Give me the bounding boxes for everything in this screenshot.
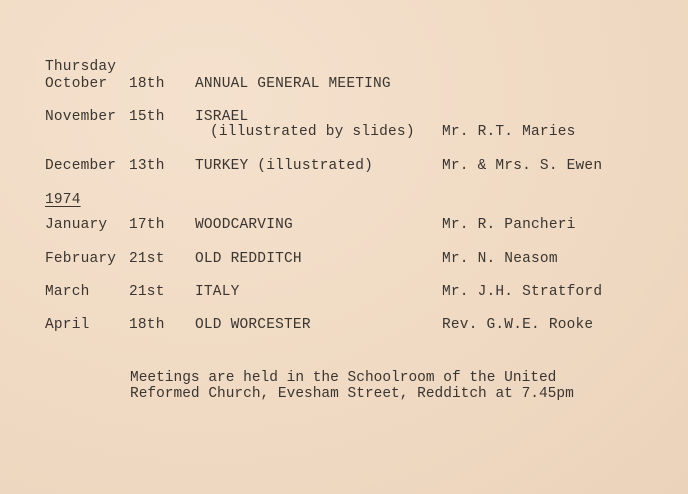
meeting-month: November	[45, 109, 117, 125]
meeting-subtitle: (illustrated by slides)	[210, 124, 415, 140]
meeting-day: 18th	[129, 76, 165, 92]
meeting-title: TURKEY (illustrated)	[195, 158, 374, 174]
meeting-speaker: Mr. R.T. Maries	[442, 124, 576, 140]
meeting-day: 21st	[129, 251, 165, 267]
venue-note-line-1: Meetings are held in the Schoolroom of the United	[130, 370, 557, 386]
meeting-day: 15th	[129, 109, 165, 125]
meeting-month: March	[45, 284, 90, 300]
year-heading: 1974	[45, 192, 81, 208]
meeting-title: ISRAEL	[195, 109, 249, 125]
meeting-month: October	[45, 76, 108, 92]
meeting-day: 17th	[129, 217, 165, 233]
meeting-speaker: Mr. & Mrs. S. Ewen	[442, 158, 603, 174]
venue-note-line-2: Reformed Church, Evesham Street, Redditch at 7.45pm	[130, 386, 574, 402]
meeting-speaker: Mr. J.H. Stratford	[442, 284, 603, 300]
meeting-row	[0, 217, 688, 235]
meeting-title: OLD WORCESTER	[195, 317, 311, 333]
meeting-row	[0, 76, 688, 94]
meeting-title: OLD REDDITCH	[195, 251, 302, 267]
meeting-title: ANNUAL GENERAL MEETING	[195, 76, 391, 92]
meeting-row	[0, 317, 688, 335]
meeting-row	[0, 251, 688, 269]
meeting-row	[0, 284, 688, 302]
meeting-month: December	[45, 158, 117, 174]
meeting-day: 13th	[129, 158, 165, 174]
meeting-title: WOODCARVING	[195, 217, 293, 233]
meeting-speaker: Mr. N. Neasom	[442, 251, 558, 267]
meeting-month: April	[45, 317, 90, 333]
meeting-row	[0, 158, 688, 176]
meeting-month: January	[45, 217, 108, 233]
weekday-label: Thursday	[45, 59, 117, 75]
meeting-title: ITALY	[195, 284, 240, 300]
meeting-speaker: Mr. R. Pancheri	[442, 217, 576, 233]
meeting-day: 21st	[129, 284, 165, 300]
meeting-day: 18th	[129, 317, 165, 333]
meeting-speaker: Rev. G.W.E. Rooke	[442, 317, 594, 333]
meeting-month: February	[45, 251, 117, 267]
